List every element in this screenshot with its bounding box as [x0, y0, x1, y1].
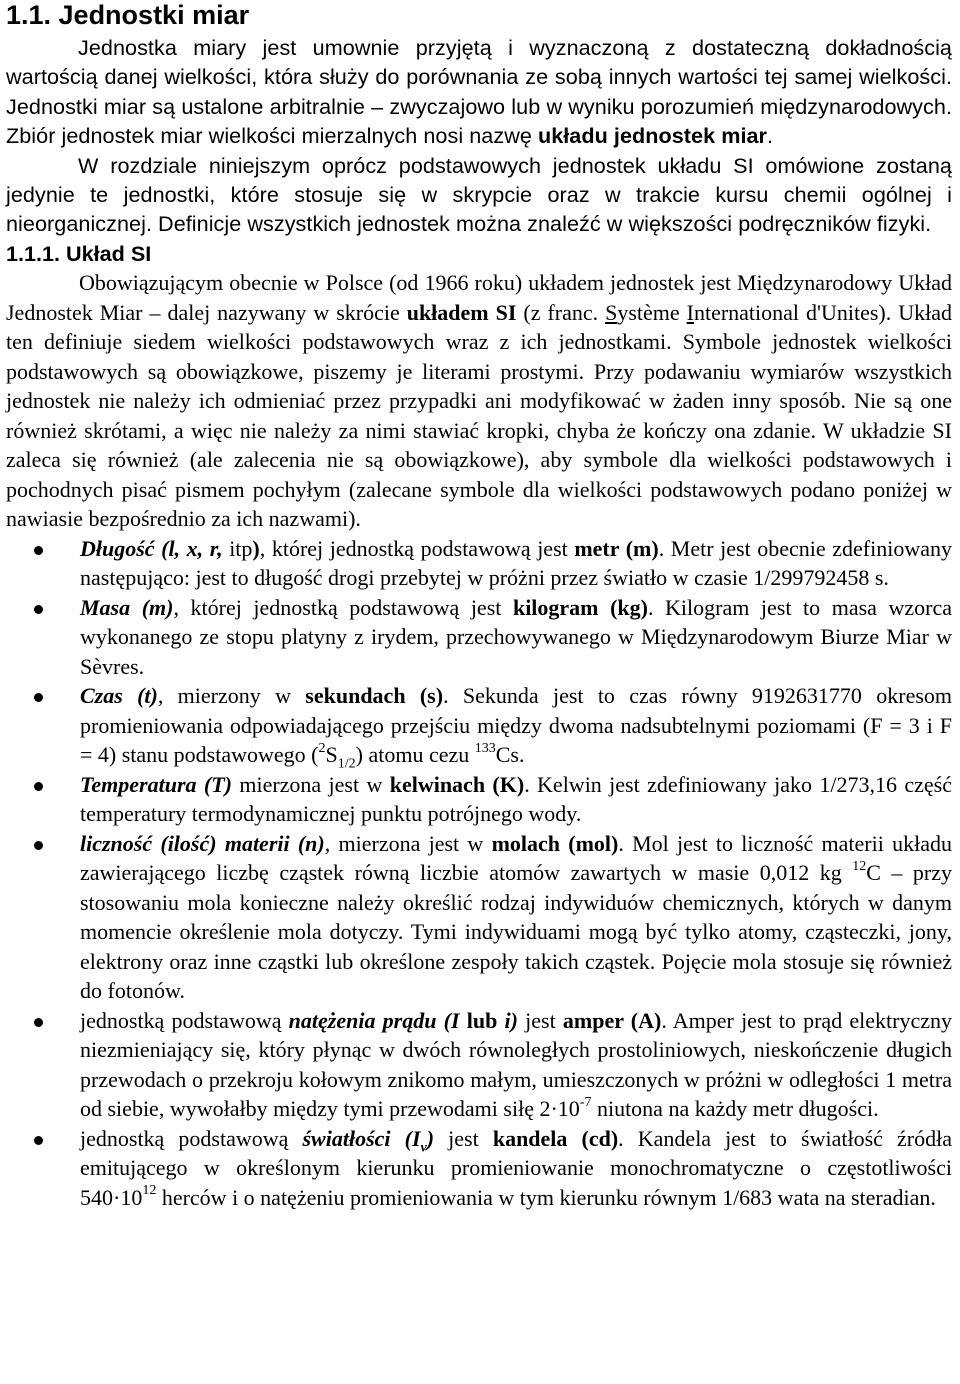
list-item-luminous	[6, 1124, 952, 1213]
si-text-3: ystème	[617, 299, 687, 325]
superscript: -7	[579, 1094, 592, 1110]
intro-paragraph-1	[6, 33, 952, 151]
intro-period: .	[767, 123, 774, 149]
bullet-icon	[34, 841, 43, 850]
quantity-label: natężenia prądu (I	[288, 1007, 467, 1033]
unit-name: kelwinach (K)	[389, 771, 525, 797]
quantity-or: lub	[466, 1007, 498, 1033]
intro-paragraph-2: W rozdziale niniejszym oprócz podstawowych jednostek układu SI omówione zostaną jedynie te jednostki, które stosuje się w skrypcie oraz w trakcie kursu chemii ogólnej i nieorganicznej. Definicje wszystkich jednostek można znaleźć w większości podręczników fizyki.	[6, 152, 952, 237]
list-item-amount	[6, 829, 952, 1006]
bullet-icon	[34, 1018, 43, 1027]
item-text: . Metr jest obecnie zdefiniowany następująco: jest to długość drogi przebytej w próżni przez światło w czasie 1/299792458 s.	[80, 535, 952, 591]
bullet-icon	[34, 693, 43, 702]
bullet-icon	[34, 1136, 43, 1145]
item-text: . Amper jest to prąd elektryczny niezmieniający się, który płynąc w dwóch równoległych prostoliniowych, nieskończenie długich przewodach o przekroju kołowym znikomo małym, umieszczonych w próżni w odległości 1 metra od siebie, wywołałby między tymi przewodami siłę 2·10	[80, 1007, 952, 1122]
term-units-system: układu jednostek miar	[537, 123, 768, 149]
item-text: mierzona jest w	[231, 771, 390, 797]
item-text: herców i o natężeniu promieniowania w tym kierunku równym 1/683 wata na steradian.	[156, 1184, 936, 1210]
unit-name: kilogram (kg)	[512, 594, 648, 620]
list-item-mass	[6, 593, 952, 682]
intro-text: Jednostka miary jest umownie przyjętą i wyznaczoną z dostateczną dokładnością wartością danej wielkości, która służy do porównania ze sobą innych wartości tej samej wielkości. Jednostki miar są ustalone arbitralnie – zwyczajowo lub w wyniku porozumień międzynarodowych. Zbiór jednostek miar wielkości mierzalnych nosi nazwę	[6, 35, 952, 149]
quantity-label: liczność (ilość) materii (n)	[80, 830, 325, 856]
list-item-current	[6, 1006, 952, 1124]
item-text: Cs.	[495, 742, 525, 768]
unit-name: sekundach (s)	[305, 683, 444, 709]
quantity-label: światłości (I	[302, 1125, 421, 1151]
item-text: jest	[517, 1007, 563, 1033]
bullet-icon	[34, 782, 43, 791]
item-text: jest	[434, 1125, 493, 1151]
si-letter-i: I	[686, 299, 694, 325]
item-text: ) atomu cezu	[355, 742, 475, 768]
quantity-close: )	[426, 1125, 435, 1151]
item-text: , której jednostką podstawową jest	[173, 594, 513, 620]
unit-name: kandela (cd)	[492, 1125, 619, 1151]
quantity-itp: itp	[229, 535, 253, 561]
subscript: v	[420, 1140, 427, 1156]
subsection-title: 1.1.1. Układ SI	[6, 240, 152, 266]
superscript: 133	[474, 740, 496, 756]
si-letter-s: S	[605, 299, 618, 325]
si-text-2: (z franc.	[516, 299, 606, 325]
quantity-close: )	[252, 535, 260, 561]
list-item-length	[6, 534, 952, 593]
quantity-label: Temperatura (T)	[80, 771, 232, 797]
si-text-4: nternational d'Unites). Układ ten definiuje siedem wielkości podstawowych wraz z ich jednostkami. Symbole jednostek wielkości podstawowych są obowiązkowe, piszemy je literami prostymi. Przy podawaniu wymiarów wszystkich jednostek nie należy ich odmieniać przez przypadki ani modyfikować w żaden inny sposób. Nie są one również skrótami, a więc nie należy za nimi stawiać kropki, chyba że kończy ona zdanie. W układzie SI zaleca się również (ale zalecenia nie są obowiązkowe), aby symbole dla wielkości podstawowych i pochodnych pisać pismem pochyłym (zalecane symbole dla wielkości podstawowych podano poniżej w nawiasie bezpośrednio za ich nazwami).	[6, 299, 952, 532]
si-text-1: Obowiązującym obecnie w Polsce (od 1966 roku) układem jednostek jest Międzynarodowy Układ Jednostek Miar – dalej nazywany w skrócie	[6, 270, 952, 325]
list-item-temperature	[6, 770, 952, 829]
bullet-icon	[34, 546, 43, 555]
bullet-icon	[34, 605, 43, 614]
superscript: 12	[142, 1183, 157, 1199]
item-text: , mierzony w	[157, 683, 306, 709]
item-text: . Kilogram jest to masa wzorca wykonanego ze stopu platyny z irydem, przechowywanego w Międzynarodowym Biurze Miar w Sèvres.	[80, 594, 952, 679]
quantity-label: i)	[497, 1007, 518, 1033]
item-text: . Kandela jest to światłość źródła emitującego w określonym kierunku promieniowanie monochromatyczne o częstotliwości 540·10	[80, 1125, 952, 1210]
unit-name: molach (mol)	[491, 830, 619, 856]
base-quantities-list	[6, 534, 952, 1213]
superscript: 12	[852, 858, 867, 874]
item-text: , mierzona jest w	[324, 830, 492, 856]
unit-name: amper (A)	[562, 1007, 662, 1033]
item-text: , której jednostką podstawową jest	[259, 535, 575, 561]
item-text: jednostką podstawową	[80, 1007, 289, 1033]
term-si-system: układem SI	[406, 299, 517, 325]
item-text: niutona na każdy metr długości.	[591, 1096, 879, 1122]
subscript: 1/2	[337, 756, 356, 772]
section-title: 1.1. Jednostki miar	[6, 0, 250, 30]
quantity-label: Długość (l, x, r,	[80, 535, 230, 561]
list-item-time	[6, 681, 952, 770]
term-symbol: S	[325, 742, 338, 768]
si-paragraph	[6, 268, 952, 534]
item-text: . Sekunda jest to czas równy 9192631770 okresom promieniowania odpowiadającego przejściu między dwoma nadsubtelnymi poziomami (F = 3 i F = 4) stanu podstawowego (	[80, 683, 953, 768]
quantity-label: Czas (t)	[80, 683, 158, 709]
item-text: . Kelwin jest zdefiniowany jako 1/273,16 część temperatury termodynamicznej punktu potrójnego wody.	[80, 771, 952, 827]
superscript: 2	[318, 740, 326, 756]
unit-name: metr (m)	[574, 535, 659, 561]
item-text: jednostką podstawową	[80, 1125, 303, 1151]
quantity-label: Masa (m)	[80, 594, 174, 620]
item-text: C – przy stosowaniu mola konieczne należy określić rodzaj indywiduów chemicznych, których w danym momencie określenie mola dotyczy. Tymi indywiduami mogą być tylko atomy, cząsteczki, jony, elektrony oraz inne cząstki lub określone zespoły takich cząstek. Pojęcie mola stosuje się również do fotonów.	[80, 860, 953, 1004]
item-text: . Mol jest to liczność materii układu zawierającego liczbę cząstek równą liczbie atomów zawartych w masie 0,012 kg	[80, 830, 952, 886]
